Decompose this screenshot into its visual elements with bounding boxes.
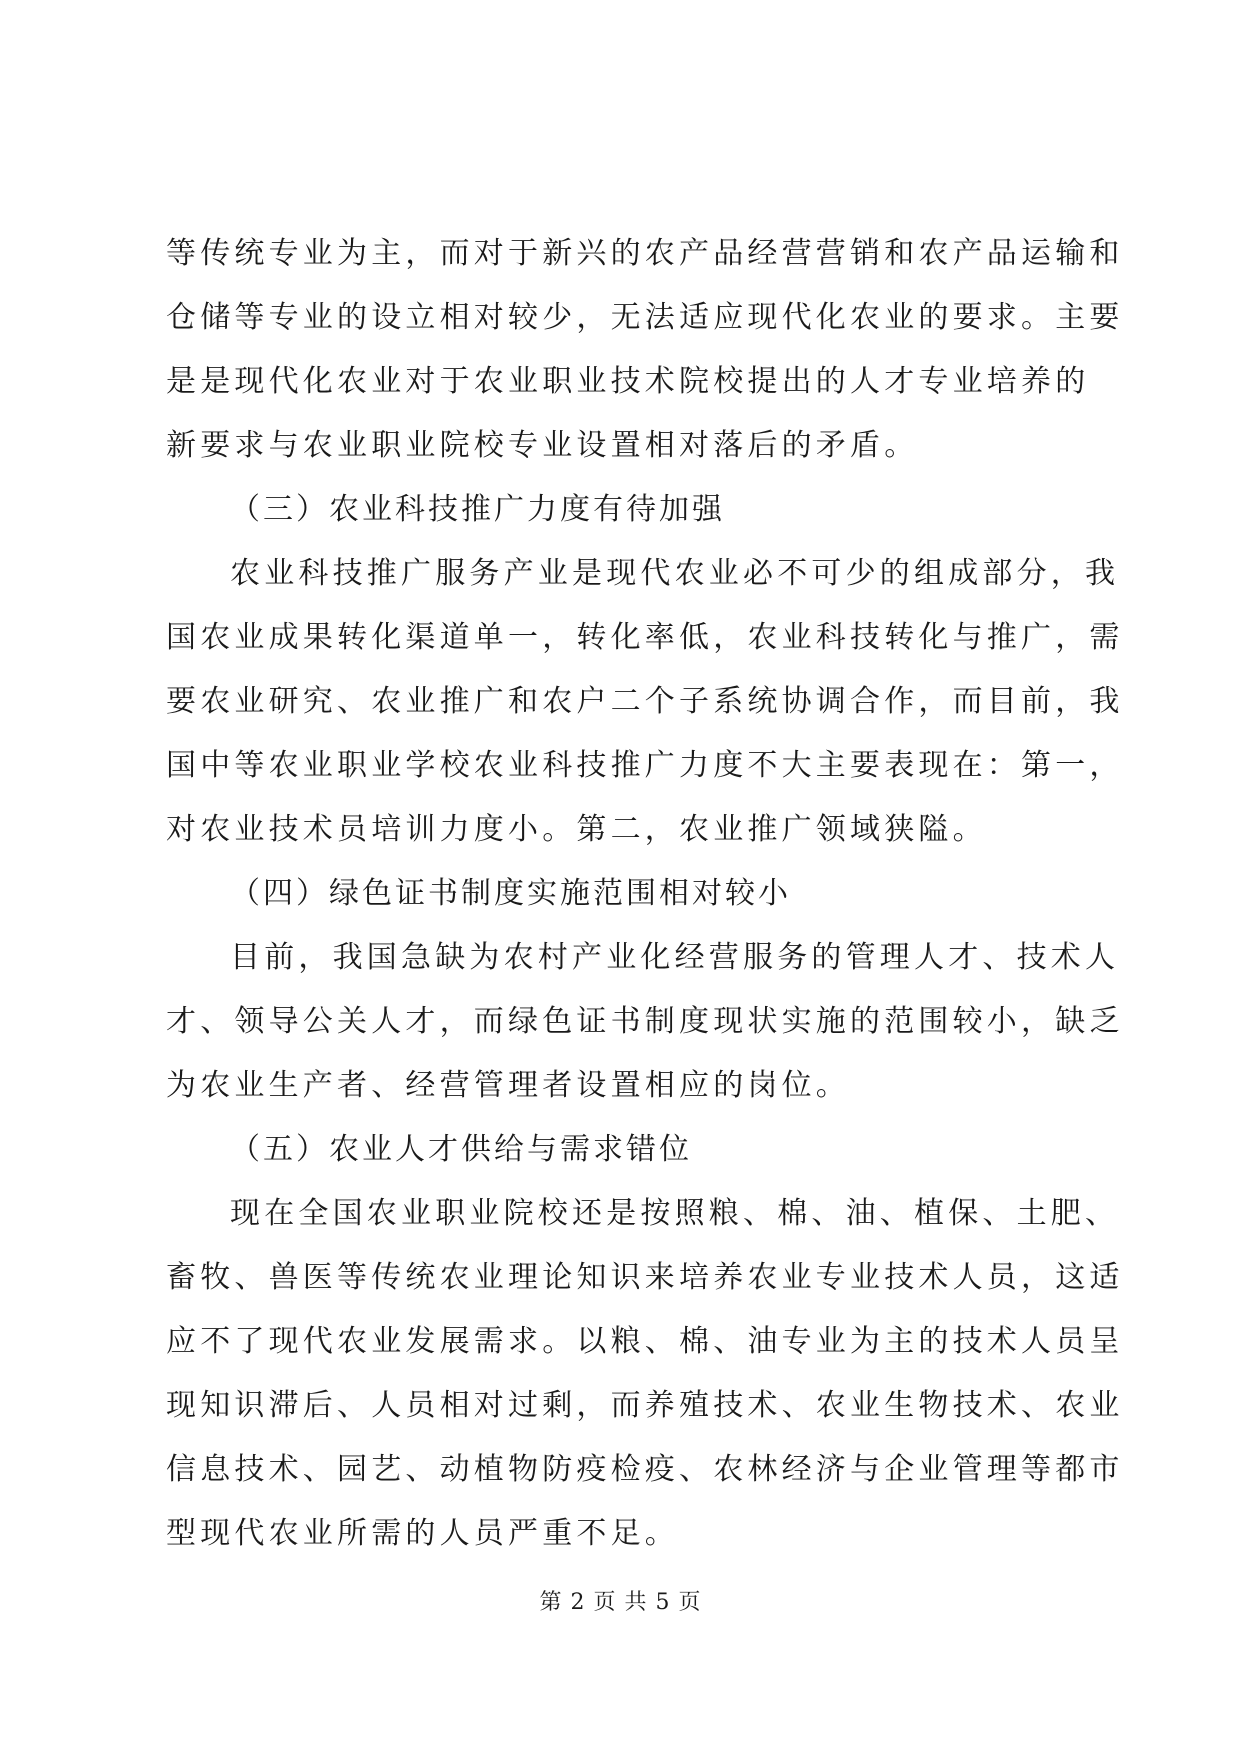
paragraph-line: 型现代农业所需的人员严重不足。 <box>166 1516 679 1551</box>
paragraph-line: 仓储等专业的设立相对较少，无法适应现代化农业的要求。主要 <box>166 300 1124 335</box>
paragraph-line: 国农业成果转化渠道单一，转化率低，农业科技转化与推广，需 <box>166 620 1124 655</box>
paragraph-line: 才、领导公关人才，而绿色证书制度现状实施的范围较小，缺乏 <box>166 1004 1124 1039</box>
paragraph-line: 为农业生产者、经营管理者设置相应的岗位。 <box>166 1068 850 1103</box>
paragraph-line: 是是现代化农业对于农业职业技术院校提出的人才专业培养的 <box>166 364 1090 399</box>
paragraph-line: 现在全国农业职业院校还是按照粮、棉、油、植保、土肥、 <box>230 1196 1120 1231</box>
paragraph-line: 国中等农业职业学校农业科技推广力度不大主要表现在：第一， <box>166 748 1124 783</box>
paragraph-line: 信息技术、园艺、动植物防疫检疫、农林经济与企业管理等都市 <box>166 1452 1124 1487</box>
paragraph-line: 对农业技术员培训力度小。第二，农业推广领域狭隘。 <box>166 812 987 847</box>
paragraph-line: 农业科技推广服务产业是现代农业必不可少的组成部分，我 <box>230 556 1120 591</box>
paragraph-line: 要农业研究、农业推广和农户二个子系统协调合作，而目前，我 <box>166 684 1124 719</box>
paragraph-line: 新要求与农业职业院校专业设置相对落后的矛盾。 <box>166 428 919 463</box>
paragraph-line: 畜牧、兽医等传统农业理论知识来培养农业专业技术人员，这适 <box>166 1260 1124 1295</box>
paragraph-line: 目前，我国急缺为农村产业化经营服务的管理人才、技术人 <box>230 940 1120 975</box>
section-heading-3: （三）农业科技推广力度有待加强 <box>230 492 725 527</box>
page-footer: 第 2 页 共 5 页 <box>539 1590 702 1615</box>
paragraph-line: 现知识滞后、人员相对过剩，而养殖技术、农业生物技术、农业 <box>166 1388 1124 1423</box>
document-body <box>166 222 1124 1566</box>
paragraph-line: 等传统专业为主，而对于新兴的农产品经营营销和农产品运输和 <box>166 236 1124 271</box>
paragraph-line: 应不了现代农业发展需求。以粮、棉、油专业为主的技术人员呈 <box>166 1324 1124 1359</box>
section-heading-4: （四）绿色证书制度实施范围相对较小 <box>230 876 791 911</box>
section-heading-5: （五）农业人才供给与需求错位 <box>230 1132 692 1167</box>
